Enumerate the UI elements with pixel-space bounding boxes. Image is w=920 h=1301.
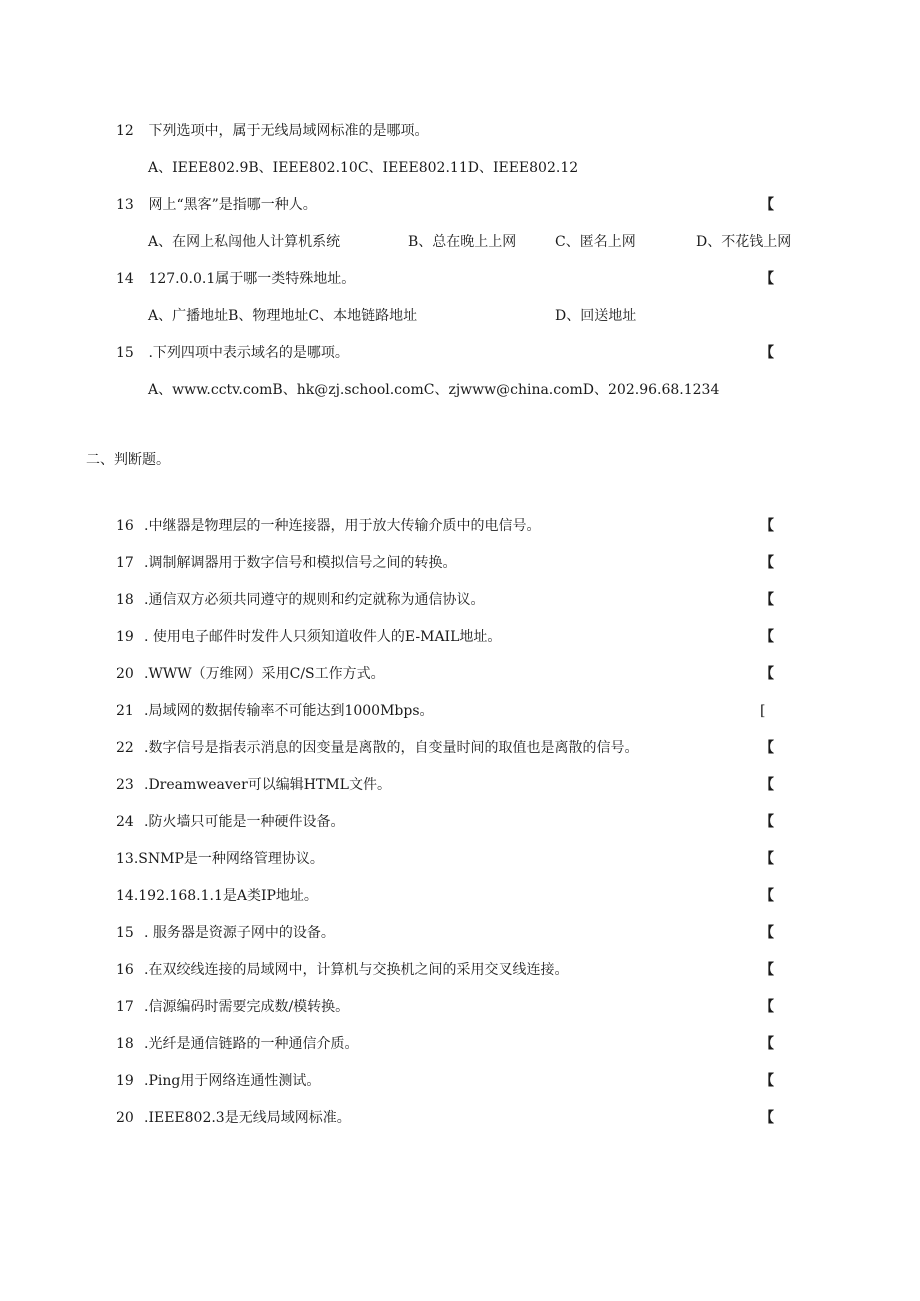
item-number: 17	[116, 999, 134, 1015]
item-text: . 服务器是资源子网中的设备。	[144, 925, 335, 941]
item-number: 21	[116, 703, 134, 719]
item-text: .在双绞线连接的局域网中，计算机与交换机之间的采用交叉线连接。	[144, 962, 569, 978]
list-item	[116, 849, 324, 869]
answer-bracket: 【	[760, 629, 774, 645]
item-number: 16	[116, 518, 134, 534]
item-number: 16	[116, 962, 134, 978]
list-item	[116, 923, 335, 943]
answer-bracket: 【	[760, 1036, 774, 1052]
question-15	[116, 343, 349, 363]
question-14	[116, 269, 355, 289]
answer-bracket: 【	[760, 555, 774, 571]
item-number: 20	[116, 666, 134, 682]
list-item	[116, 1071, 320, 1091]
item-text: .信源编码时需要完成数/模转换。	[144, 999, 350, 1015]
answer-bracket: 【	[760, 197, 774, 213]
item-number: 19	[116, 1073, 134, 1089]
answer-bracket: 【	[760, 592, 774, 608]
list-item	[116, 997, 349, 1017]
answer-bracket: 【	[760, 1073, 774, 1089]
item-text: 13.SNMP是一种网络管理协议。	[116, 851, 324, 867]
list-item	[116, 553, 456, 573]
option-c: C、匿名上网	[555, 234, 636, 250]
answer-bracket: 【	[760, 518, 774, 534]
item-number: 22	[116, 740, 134, 756]
question-text: .下列四项中表示域名的是哪项。	[148, 345, 349, 361]
answer-bracket: 【	[760, 851, 774, 867]
question-number: 13	[116, 197, 134, 213]
option-a: A、在网上私闯他人计算机系统	[148, 234, 341, 250]
answer-bracket: 【	[760, 814, 774, 830]
item-number: 19	[116, 629, 134, 645]
option-d: D、不花钱上网	[696, 234, 792, 250]
question-15-options: A、www.cctv.comB、hk@zj.school.comC、zjwww@china.comD、202.96.68.1234	[148, 382, 720, 398]
question-13	[116, 195, 317, 215]
list-item	[116, 738, 638, 758]
item-number: 24	[116, 814, 134, 830]
item-text: .通信双方必须共同遵守的规则和约定就称为通信协议。	[144, 592, 485, 608]
section-heading: 二、判断题。	[86, 452, 170, 468]
question-text: 网上“黑客”是指哪一种人。	[148, 197, 317, 213]
question-12	[116, 121, 428, 141]
item-text: .光纤是通信链路的一种通信介质。	[144, 1036, 359, 1052]
options-abc: A、广播地址B、物理地址C、本地链路地址	[148, 308, 418, 324]
list-item	[116, 775, 391, 795]
question-number: 15	[116, 345, 134, 361]
answer-bracket: 【	[760, 666, 774, 682]
answer-bracket: 【	[760, 925, 774, 941]
answer-bracket: 【	[760, 345, 774, 361]
item-text: .中继器是物理层的一种连接器，用于放大传输介质中的电信号。	[144, 518, 541, 534]
list-item	[116, 664, 385, 684]
item-number: 20	[116, 1110, 134, 1126]
item-text: .WWW（万维网）采用C/S工作方式。	[144, 666, 385, 682]
option-b: B、总在晚上上网	[408, 234, 517, 250]
item-text: 14.192.168.1.1是A类IP地址。	[116, 888, 318, 904]
list-item	[116, 960, 568, 980]
answer-bracket: 【	[760, 777, 774, 793]
question-12-options: A、IEEE802.9B、IEEE802.10C、IEEE802.11D、IEEE802.12	[148, 160, 579, 176]
answer-bracket: 【	[760, 999, 774, 1015]
answer-bracket: 【	[760, 1110, 774, 1126]
item-text: . 使用电子邮件时发件人只须知道收件人的E-MAIL地址。	[144, 629, 502, 645]
list-item	[116, 590, 484, 610]
option-d: D、回送地址	[555, 308, 637, 324]
list-item	[116, 516, 540, 536]
list-item	[116, 701, 434, 721]
question-number: 12	[116, 123, 134, 139]
question-text: 下列选项中，属于无线局域网标准的是哪项。	[148, 123, 429, 139]
answer-bracket: 【	[760, 888, 774, 904]
answer-bracket: 【	[760, 962, 774, 978]
item-text: .Dreamweaver可以编辑HTML文件。	[144, 777, 391, 793]
item-number: 18	[116, 1036, 134, 1052]
list-item	[116, 1108, 351, 1128]
item-text: .Ping用于网络连通性测试。	[144, 1073, 321, 1089]
list-item	[116, 1034, 358, 1054]
item-text: .数字信号是指表示消息的因变量是离散的，自变量时间的取值也是离散的信号。	[144, 740, 639, 756]
list-item	[116, 886, 318, 906]
item-text: .IEEE802.3是无线局域网标准。	[144, 1110, 351, 1126]
answer-bracket: [	[760, 703, 766, 719]
item-text: .局域网的数据传输率不可能达到1000Mbps。	[144, 703, 434, 719]
item-text: .防火墙只可能是一种硬件设备。	[144, 814, 345, 830]
item-number: 18	[116, 592, 134, 608]
question-text: 127.0.0.1属于哪一类特殊地址。	[148, 271, 356, 287]
item-number: 23	[116, 777, 134, 793]
answer-bracket: 【	[760, 740, 774, 756]
list-item	[116, 627, 501, 647]
answer-bracket: 【	[760, 271, 774, 287]
question-number: 14	[116, 271, 134, 287]
list-item	[116, 812, 344, 832]
item-text: .调制解调器用于数字信号和模拟信号之间的转换。	[144, 555, 457, 571]
item-number: 15	[116, 925, 134, 941]
item-number: 17	[116, 555, 134, 571]
